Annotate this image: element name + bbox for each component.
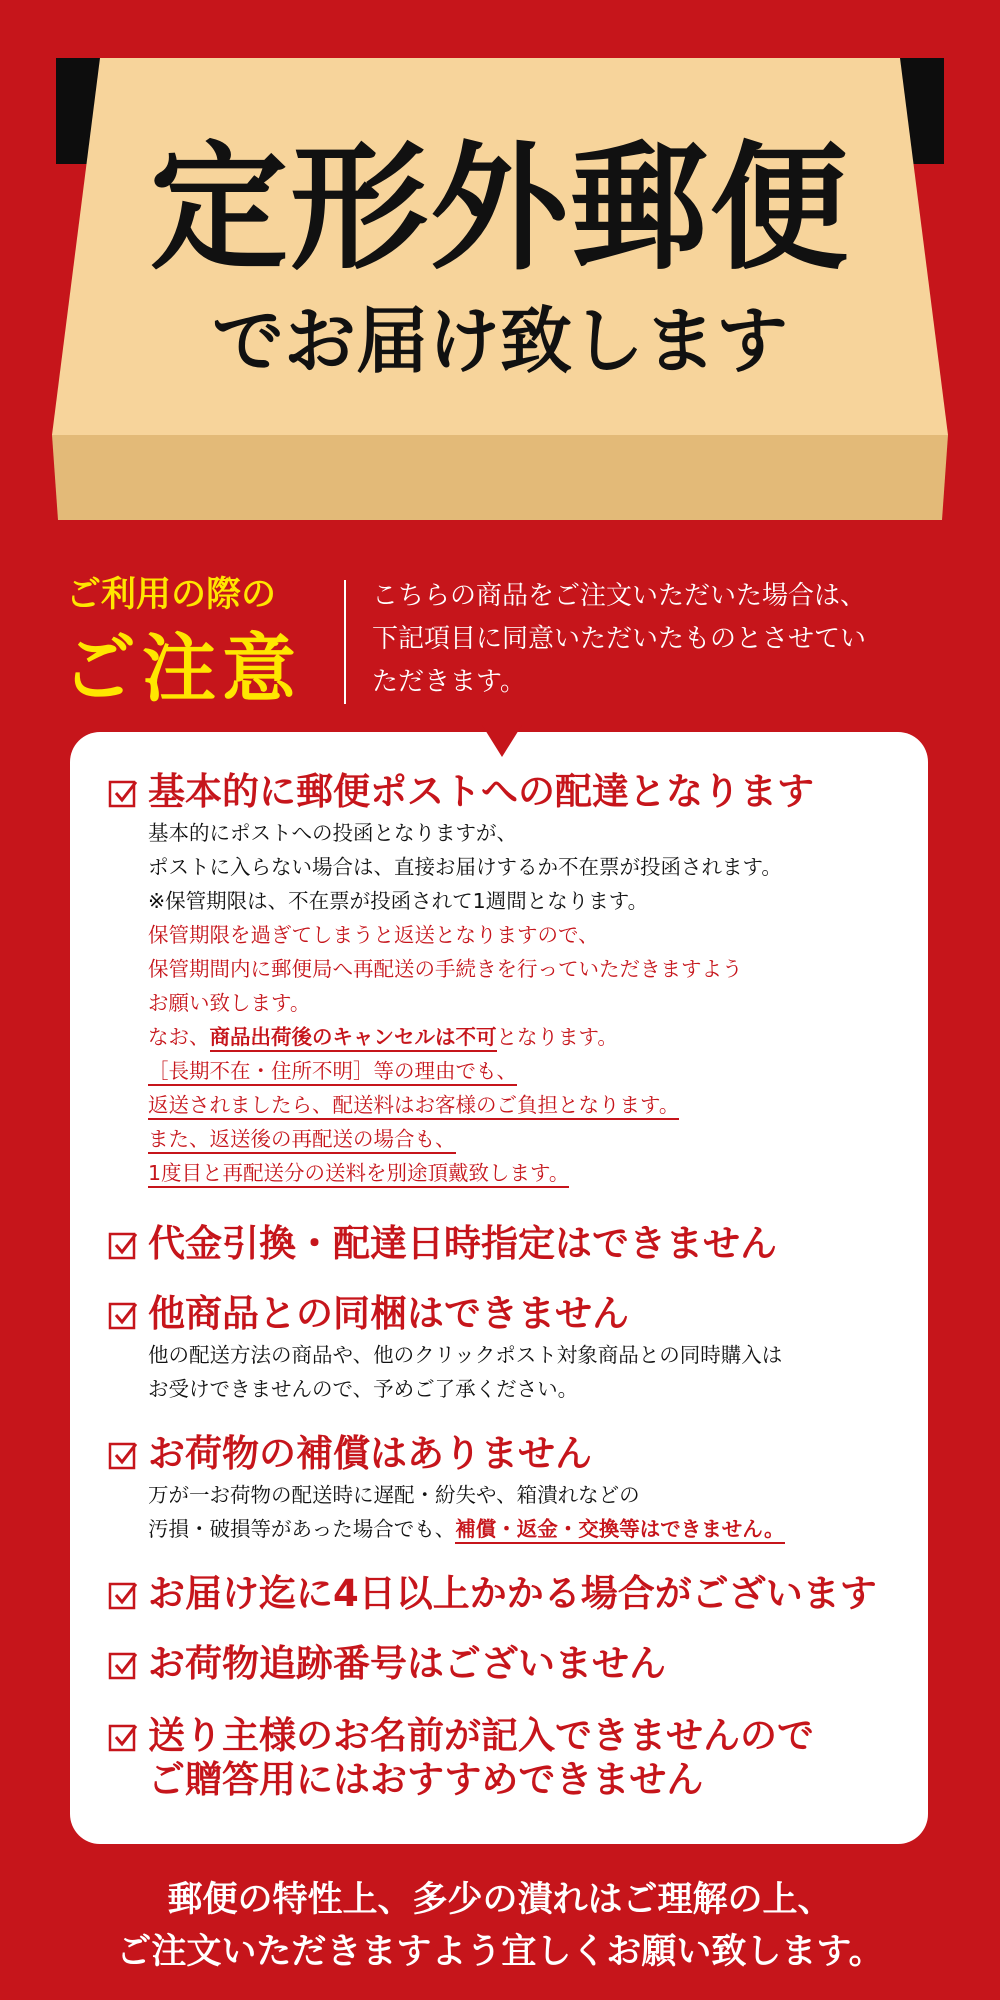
cancel-prefix: なお、	[148, 1025, 210, 1049]
cancel-strong: 商品出荷後のキャンセルは不可	[210, 1025, 497, 1052]
checkbox-icon	[108, 1300, 138, 1330]
cancel-line	[148, 1020, 908, 1054]
warning-line: 保管期限を過ぎてしまうと返送となりますので、	[148, 923, 599, 947]
checkbox-icon	[108, 1722, 138, 1752]
body-line: 他の配送方法の商品や、他のクリックポスト対象商品との同時購入は	[148, 1343, 783, 1367]
checkbox-icon	[108, 1230, 138, 1260]
condition-item-mailbox	[108, 770, 908, 1190]
notice-text	[372, 575, 952, 704]
last-strong: 補償・返金・交換等はできません。	[455, 1517, 784, 1544]
notice-divider	[344, 580, 346, 704]
condition-title: 他商品との同梱はできません	[148, 1292, 629, 1335]
warning-line: 保管期間内に郵便局へ再配送の手続きを行っていただきますよう	[148, 957, 743, 981]
underlined-warning: また、返送後の再配送の場合も、	[148, 1127, 456, 1154]
underlined-warning: 1度目と再配送分の送料を別途頂戴致します。	[148, 1161, 569, 1188]
condition-title-line: ご贈答用にはおすすめできません	[148, 1758, 704, 1801]
condition-title: 代金引換・配達日時指定はできません	[148, 1222, 777, 1265]
condition-item-compensation	[108, 1432, 908, 1546]
notice-line: 下記項目に同意いただいたものとさせてい	[372, 624, 867, 654]
condition-item-bundle	[108, 1292, 908, 1406]
condition-title: お荷物の補償はありません	[148, 1432, 592, 1475]
condition-title	[148, 1714, 814, 1802]
footer-line: 郵便の特性上、多少の潰れはご理解の上、	[167, 1880, 833, 1920]
condition-title: お荷物追跡番号はございません	[148, 1642, 666, 1685]
checkbox-icon	[108, 1650, 138, 1680]
condition-item-tracking	[108, 1642, 908, 1686]
footer-note	[0, 1874, 1000, 1978]
footer-line: ご注文いただきますよう宜しくお願い致します。	[116, 1932, 884, 1972]
notice-line: ただきます。	[372, 667, 526, 697]
checkbox-icon	[108, 1580, 138, 1610]
notice-line: こちらの商品をご注文いただいた場合は、	[372, 581, 867, 611]
body-line: ポストに入らない場合は、直接お届けするか不在票が投函されます。	[148, 855, 782, 879]
body-line: 万が一お荷物の配送時に遅配・紛失や、箱潰れなどの	[148, 1483, 640, 1507]
cancel-suffix: となります。	[496, 1025, 618, 1049]
condition-item-gift	[108, 1714, 908, 1802]
header-subtitle: でお届け致します	[211, 299, 788, 383]
body-line	[148, 1512, 908, 1546]
condition-title: 基本的に郵便ポストへの配達となります	[148, 770, 814, 813]
last-prefix: 汚損・破損等があった場合でも、	[148, 1517, 456, 1541]
notice-label-big: ご注意	[62, 626, 302, 712]
condition-title: お届け迄に4日以上かかる場合がございます	[148, 1572, 877, 1615]
underlined-warning: ［長期不在・住所不明］等の理由でも、	[148, 1059, 517, 1086]
panel-pointer	[482, 725, 522, 761]
warning-line: お願い致します。	[148, 991, 311, 1015]
condition-item-delivery-days	[108, 1572, 908, 1616]
body-line: ※保管期限は、不在票が投函されて1週間となります。	[148, 889, 649, 913]
checkbox-icon	[108, 1440, 138, 1470]
header-title: 定形外郵便	[149, 128, 850, 289]
notice-label-small: ご利用の際の	[66, 575, 277, 615]
condition-item-cod	[108, 1222, 908, 1266]
body-line: 基本的にポストへの投函となりますが、	[148, 821, 517, 845]
underlined-warning: 返送されましたら、配送料はお客様のご負担となります。	[148, 1093, 679, 1120]
body-line: お受けできませんので、予めご了承ください。	[148, 1377, 579, 1401]
checkbox-icon	[108, 778, 138, 808]
condition-title-line: 送り主様のお名前が記入できませんので	[148, 1714, 814, 1757]
